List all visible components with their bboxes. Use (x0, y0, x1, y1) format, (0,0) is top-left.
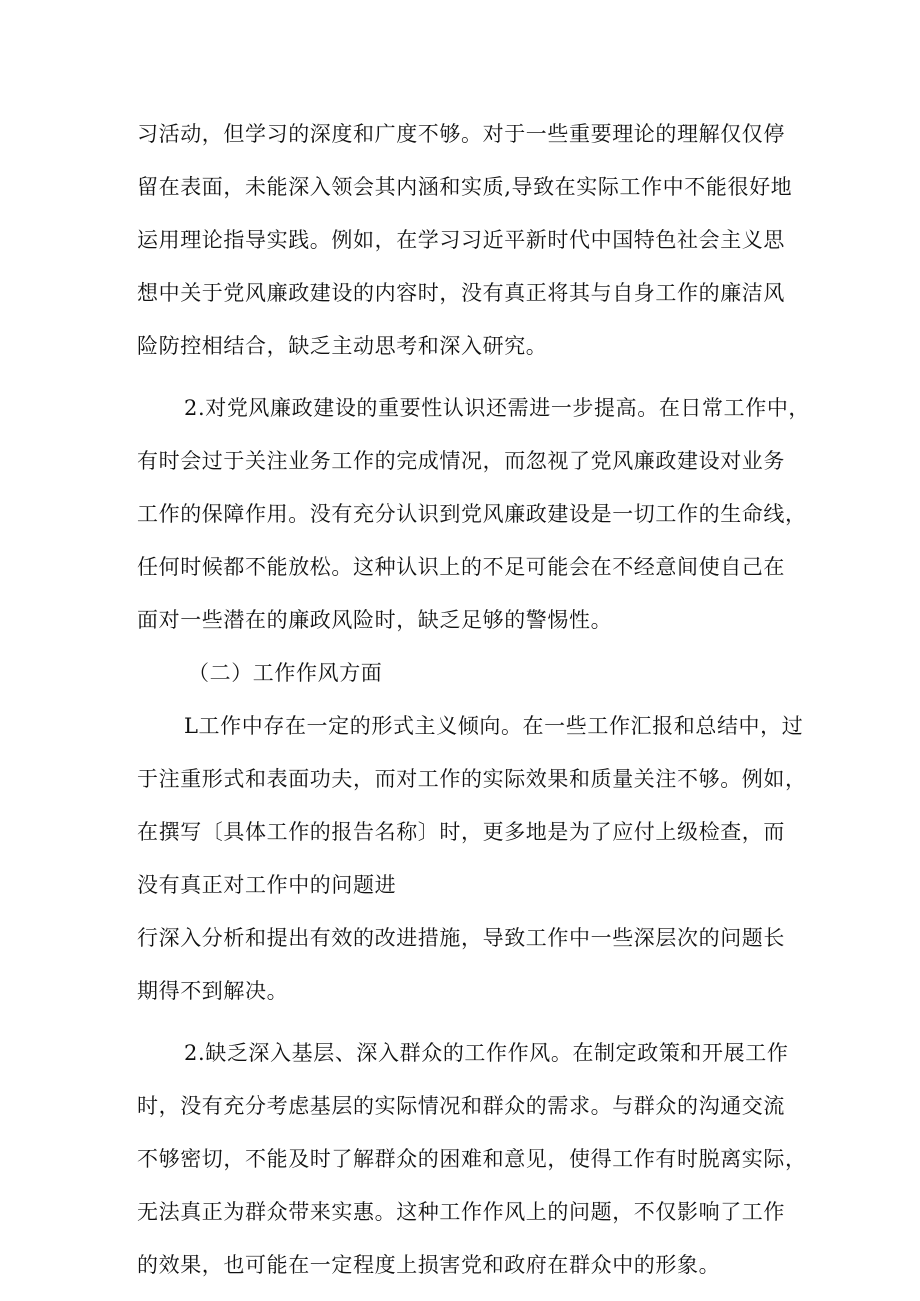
text-line: 有时会过于关注业务工作的完成情况，而忽视了党风廉政建设对业务 (137, 449, 785, 473)
text-line: 险防控相结合，缺乏主动思考和深入研究。 (137, 334, 548, 358)
text-line: 于注重形式和表面功夫，而对工作的实际效果和质量关注不够。例如， (137, 767, 807, 791)
text-line: 时，没有充分考虑基层的实际情况和群众的需求。与群众的沟通交流 (137, 1094, 785, 1118)
section-heading: （二）工作作风方面 (188, 661, 383, 685)
text-line: 想中关于党风廉政建设的内容时，没有真正将其与自身工作的廉洁风 (137, 281, 785, 305)
paragraph-start-line: L工作中存在一定的形式主义倾向。在一些工作汇报和总结中，过 (184, 714, 804, 738)
text-line: 运用理论指导实践。例如，在学习习近平新时代中国特色社会主义思 (137, 228, 785, 252)
text-line: 没有真正对工作中的问题进 (137, 873, 397, 897)
text-line: 留在表面，未能深入领会其内涵和实质,导致在实际工作中不能很好地 (137, 175, 793, 199)
text-line: 任何时候都不能放松。这种认识上的不足可能会在不经意间使自己在 (137, 555, 785, 579)
text-line: 期得不到解决。 (137, 979, 289, 1003)
text-line: 面对一些潜在的廉政风险时，缺乏足够的警惕性。 (137, 608, 613, 632)
text-line: 习活动，但学习的深度和广度不够。对于一些重要理论的理解仅仅停 (137, 122, 785, 146)
text-line: 的效果，也可能在一定程度上损害党和政府在群众中的形象。 (137, 1253, 721, 1277)
text-line: 在撰写〔具体工作的报告名称〕时，更多地是为了应付上级检查，而 (137, 820, 785, 844)
text-line: 无法真正为群众带来实惠。这种工作作风上的问题，不仅影响了工作 (137, 1200, 785, 1224)
text-line: 行深入分析和提出有效的改进措施，导致工作中一些深层次的问题长 (137, 926, 785, 950)
paragraph-start-line: 2.对党风廉政建设的重要性认识还需进一步提高。在日常工作中， (184, 396, 811, 420)
paragraph-start-line: 2.缺乏深入基层、深入群众的工作作风。在制定政策和开展工作 (184, 1041, 789, 1065)
text-line: 工作的保障作用。没有充分认识到党风廉政建设是一切工作的生命线， (137, 502, 807, 526)
text-line: 不够密切，不能及时了解群众的困难和意见，使得工作有时脱离实际， (137, 1147, 807, 1171)
